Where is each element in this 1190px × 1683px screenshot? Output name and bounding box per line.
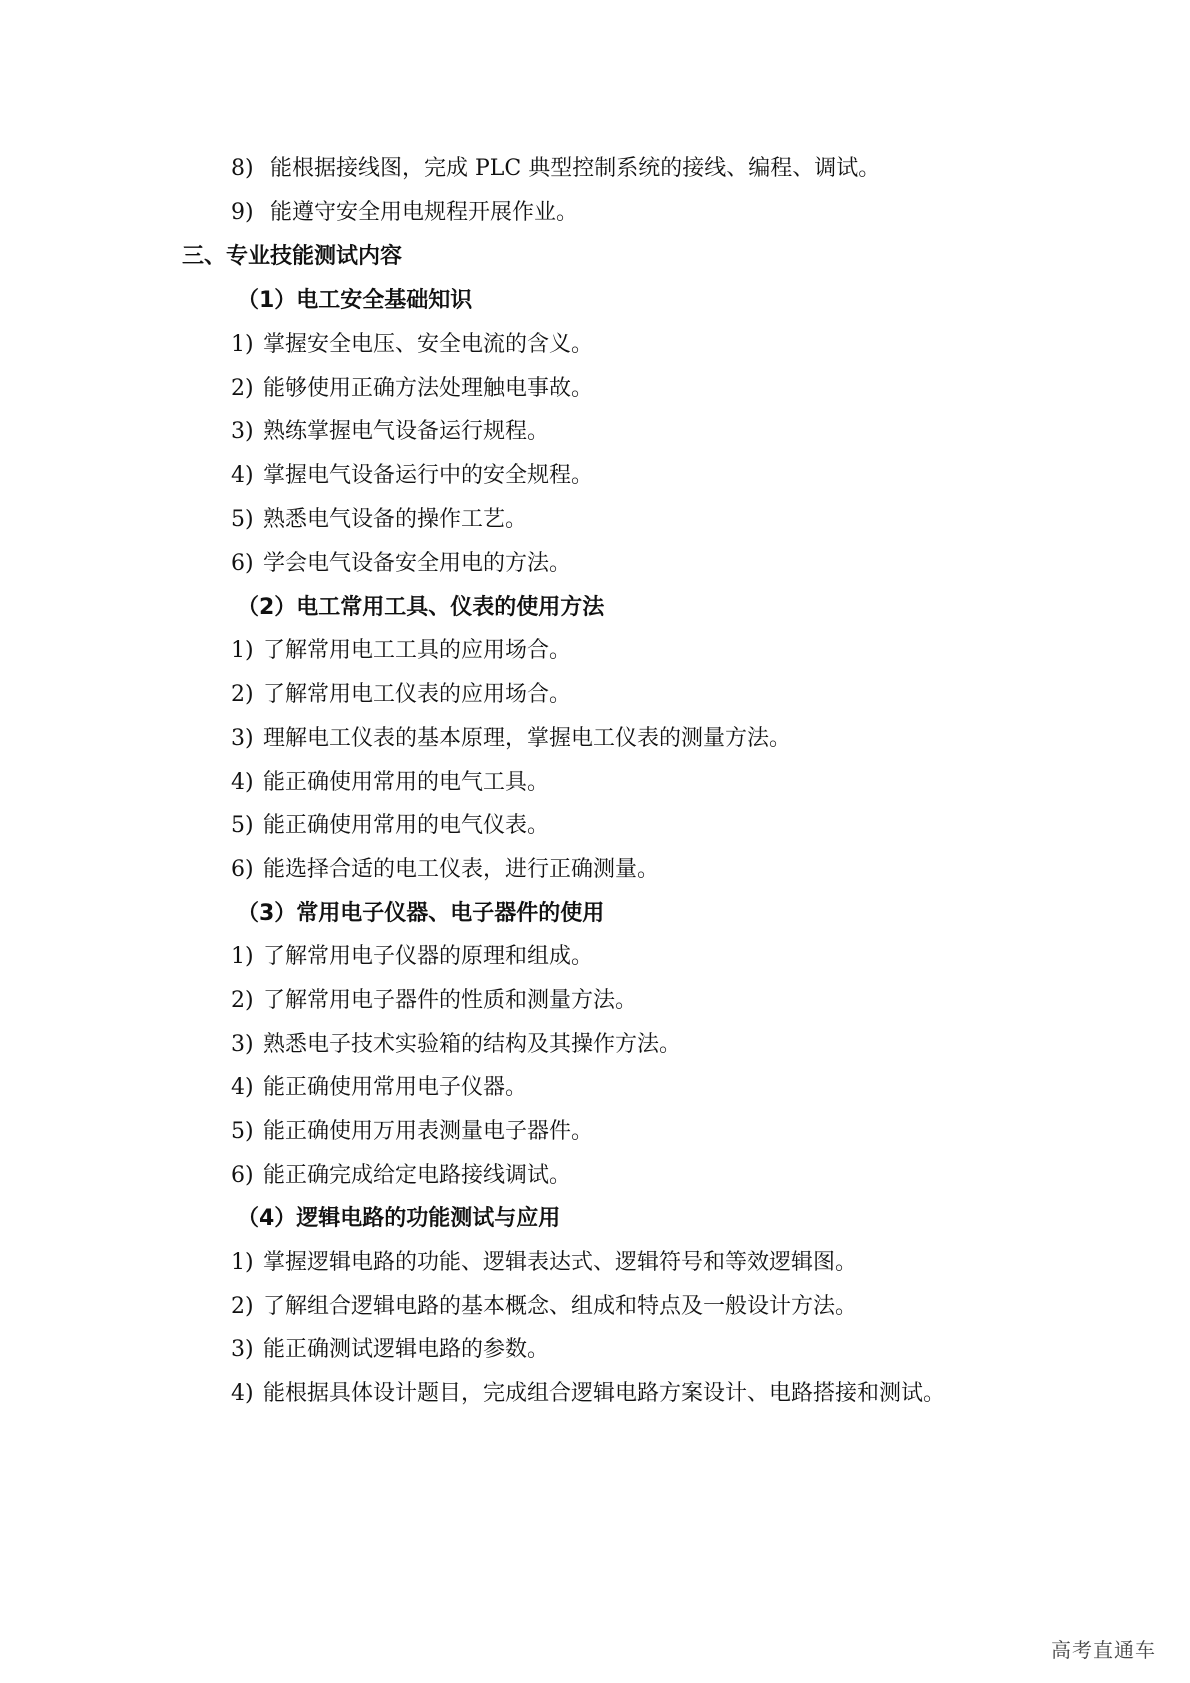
item-text: 能正确完成给定电路接线调试。 xyxy=(263,1163,572,1188)
item-text: 了解常用电子器件的性质和测量方法。 xyxy=(263,988,638,1013)
item-number: 4) xyxy=(231,1075,254,1100)
item-text: 理解电工仪表的基本原理，掌握电工仪表的测量方法。 xyxy=(263,726,792,751)
list-item xyxy=(231,1292,857,1322)
item-text: 能正确使用万用表测量电子器件。 xyxy=(263,1119,594,1144)
item-text: 能根据接线图，完成 PLC 典型控制系统的接线、编程、调试。 xyxy=(270,156,881,181)
item-number: 3) xyxy=(231,1337,254,1362)
item-number: 4) xyxy=(231,463,254,488)
item-text: 掌握逻辑电路的功能、逻辑表达式、逻辑符号和等效逻辑图。 xyxy=(263,1250,858,1275)
item-number: 6) xyxy=(231,1163,254,1188)
list-item xyxy=(231,1073,527,1103)
item-number: 5) xyxy=(231,507,254,532)
group-heading: （4）逻辑电路的功能测试与应用 xyxy=(237,1206,561,1231)
list-item xyxy=(231,811,549,841)
item-text: 能正确测试逻辑电路的参数。 xyxy=(263,1337,550,1362)
list-item xyxy=(231,505,527,535)
footer-watermark: 高考直通车 xyxy=(1051,1638,1156,1662)
item-number: 1) xyxy=(231,1250,254,1275)
item-text: 能正确使用常用的电气工具。 xyxy=(263,770,550,795)
item-number: 1) xyxy=(231,332,254,357)
item-number: 6) xyxy=(231,857,254,882)
item-number: 1) xyxy=(231,638,254,663)
list-item xyxy=(231,768,549,798)
list-item xyxy=(231,1161,571,1191)
item-number: 2) xyxy=(231,1294,254,1319)
item-number: 5) xyxy=(231,1119,254,1144)
list-item xyxy=(231,1117,593,1147)
item-text: 熟悉电子技术实验箱的结构及其操作方法。 xyxy=(263,1032,682,1057)
list-item xyxy=(231,330,593,360)
item-text: 掌握安全电压、安全电流的含义。 xyxy=(263,332,594,357)
item-text: 了解常用电子仪器的原理和组成。 xyxy=(263,944,594,969)
list-item xyxy=(231,198,578,228)
item-text: 了解常用电工仪表的应用场合。 xyxy=(263,682,572,707)
list-item xyxy=(231,417,549,447)
list-item xyxy=(231,374,593,404)
item-number: 5) xyxy=(231,813,254,838)
item-text: 能够使用正确方法处理触电事故。 xyxy=(263,376,594,401)
item-number: 8) xyxy=(231,156,254,181)
list-item xyxy=(231,461,593,491)
group-heading: （1）电工安全基础知识 xyxy=(237,288,473,313)
item-text: 能正确使用常用的电气仪表。 xyxy=(263,813,550,838)
item-number: 1) xyxy=(231,944,254,969)
item-number: 4) xyxy=(231,770,254,795)
item-text: 熟练掌握电气设备运行规程。 xyxy=(263,419,550,444)
item-number: 3) xyxy=(231,726,254,751)
item-number: 4) xyxy=(231,1381,254,1406)
item-number: 2) xyxy=(231,988,254,1013)
item-text: 能正确使用常用电子仪器。 xyxy=(263,1075,528,1100)
item-text: 学会电气设备安全用电的方法。 xyxy=(263,551,572,576)
section-heading: 三、专业技能测试内容 xyxy=(182,244,403,269)
item-number: 2) xyxy=(231,682,254,707)
item-text: 熟悉电气设备的操作工艺。 xyxy=(263,507,528,532)
list-item xyxy=(231,1335,549,1365)
item-text: 掌握电气设备运行中的安全规程。 xyxy=(263,463,594,488)
list-item xyxy=(231,549,571,579)
item-text: 了解常用电工工具的应用场合。 xyxy=(263,638,572,663)
item-number: 6) xyxy=(231,551,254,576)
item-number: 9) xyxy=(231,200,254,225)
list-item xyxy=(231,154,880,184)
list-item xyxy=(231,724,791,754)
list-item xyxy=(231,942,593,972)
list-item xyxy=(231,1248,857,1278)
list-item xyxy=(231,986,637,1016)
list-item xyxy=(231,680,571,710)
item-text: 能遵守安全用电规程开展作业。 xyxy=(270,200,579,225)
list-item xyxy=(231,636,571,666)
item-text: 能选择合适的电工仪表，进行正确测量。 xyxy=(263,857,660,882)
item-text: 能根据具体设计题目，完成组合逻辑电路方案设计、电路搭接和测试。 xyxy=(263,1381,946,1406)
list-item xyxy=(231,1030,681,1060)
list-item xyxy=(231,1379,945,1409)
item-text: 了解组合逻辑电路的基本概念、组成和特点及一般设计方法。 xyxy=(263,1294,858,1319)
list-item xyxy=(231,855,659,885)
item-number: 3) xyxy=(231,1032,254,1057)
item-number: 3) xyxy=(231,419,254,444)
item-number: 2) xyxy=(231,376,254,401)
group-heading: （3）常用电子仪器、电子器件的使用 xyxy=(237,901,605,926)
group-heading: （2）电工常用工具、仪表的使用方法 xyxy=(237,595,605,620)
